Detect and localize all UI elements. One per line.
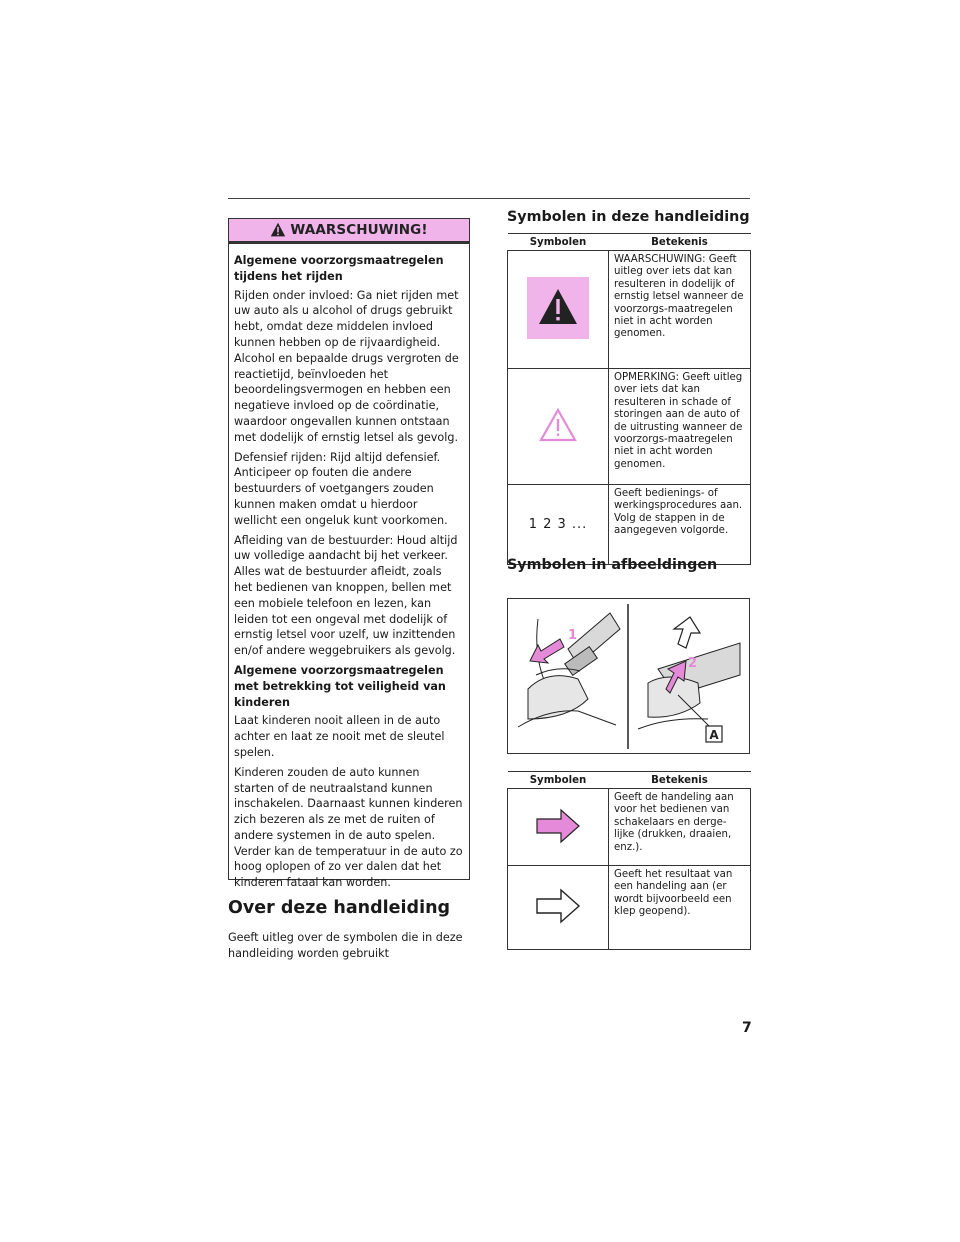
- meaning-cell: OPMERKING: Geeft uitleg over iets dat kan resulteren in schade of storingen aan de auto of de uitrusting wanneer de voorzorgs-maatregelen niet in acht worden genomen.: [609, 369, 751, 485]
- figure-label-1: 1: [568, 628, 578, 643]
- meaning-cell: Geeft bedienings- of werkingsprocedures aan. Volg de stappen in de aangegeven volgorde.: [609, 485, 751, 565]
- symbol-cell: [508, 866, 609, 950]
- meaning-cell: Geeft de handeling aan voor het bedienen van schakelaars en derge-lijke (drukken, draaien, enz.).: [609, 789, 751, 866]
- warning-heading-children: Algemene voorzorgsmaatregelen met betrekking tot veiligheid van kinderen: [234, 663, 446, 709]
- warning-outline-triangle-icon: [538, 407, 578, 443]
- table-row: [508, 866, 751, 950]
- warning-paragraph: Rijden onder invloed: Ga niet rijden met uw auto als u alcohol of drugs gebruikt hebt, omdat deze middelen invloed kunnen hebben op de rijvaardigheid. Alcohol en bepaalde drugs vergroten de reactietijd, beïnvloeden het beoordelingsvermogen en hebben een negatieve invloed op de coördinatie, waardoor ongevallen kunnen ontstaan met dodelijk of ernstig letsel als gevolg.: [234, 288, 459, 444]
- page-number: 7: [742, 1020, 752, 1036]
- warning-triangle-icon: [270, 222, 286, 238]
- table-row: [508, 789, 751, 866]
- warning-box: [228, 218, 470, 890]
- table-row: [508, 369, 751, 485]
- symbol-cell: [508, 369, 609, 485]
- steps-123-icon: 1 2 3 ...: [528, 517, 588, 532]
- symbols-figures-table: [507, 771, 751, 950]
- warning-paragraph: Afleiding van de bestuurder: Houd altijd uw volledige aandacht bij het verkeer. Alles wat de bestuurder afleidt, zoals het bedienen van knoppen, bellen met een mobiele telefoon en lezen, kan leiden tot een ongeval met dodelijk of ernstig letsel voor uzelf, uw inzittenden en/of andere weggebruikers als gevolg.: [234, 533, 458, 658]
- symbols-manual-table: [507, 233, 751, 565]
- figure-label-2: 2: [688, 656, 698, 671]
- seatbelt-figure: [507, 598, 750, 754]
- table-row: [508, 485, 751, 565]
- column-header-meaning: Betekenis: [609, 772, 751, 789]
- about-description: Geeft uitleg over de symbolen die in deze handleiding worden gebruikt: [228, 931, 463, 960]
- meaning-cell: WAARSCHUWING: Geeft uitleg over iets dat kan resulteren in dodelijk of ernstig letsel wanneer de voorzorgs-maatregelen niet in acht worden genomen.: [609, 251, 751, 369]
- symbols-manual-title: Symbolen in deze handleiding: [507, 209, 750, 225]
- table-row: [508, 251, 751, 369]
- top-rule: [228, 198, 750, 199]
- symbol-cell: [508, 251, 609, 369]
- warning-paragraph: Defensief rijden: Rijd altijd defensief. Anticipeer op fouten die andere bestuurders of voetgangers zouden kunnen maken omdat u hierdoor wellicht een ongeluk kunt voorkomen.: [234, 450, 448, 527]
- warning-heading-driving: Algemene voorzorgsmaatregelen tijdens het rijden: [234, 254, 444, 283]
- about-title: Over deze handleiding: [228, 898, 451, 918]
- meaning-cell: Geeft het resultaat van een handeling aan (er wordt bijvoorbeeld een klep geopend).: [609, 866, 751, 950]
- warning-paragraph: Kinderen zouden de auto kunnen starten of de neutraalstand kunnen inschakelen. Daarnaast kunnen kinderen zich bezeren als ze met de ruiten of andere systemen in de auto spelen. Verder kan de temperatuur in de auto zo hoog oplopen of zo ver dalen dat het kinderen fataal kan worden.: [234, 765, 463, 890]
- symbol-cell: [508, 485, 609, 565]
- warning-header: [229, 219, 469, 244]
- column-header-symbols: Symbolen: [508, 234, 609, 251]
- figure-label-a: A: [709, 728, 719, 742]
- outline-arrow-icon: [535, 888, 581, 924]
- warning-title: WAARSCHUWING!: [290, 222, 428, 238]
- warning-body: [229, 244, 469, 891]
- symbol-cell: [508, 789, 609, 866]
- warning-paragraph: Laat kinderen nooit alleen in de auto achter en laat ze nooit met de sleutel spelen.: [234, 714, 445, 759]
- warning-filled-triangle-icon: [527, 277, 589, 339]
- seatbelt-illustration: [508, 599, 749, 753]
- filled-arrow-icon: [535, 808, 581, 844]
- symbols-figures-title: Symbolen in afbeeldingen: [507, 557, 718, 573]
- column-header-meaning: Betekenis: [609, 234, 751, 251]
- column-header-symbols: Symbolen: [508, 772, 609, 789]
